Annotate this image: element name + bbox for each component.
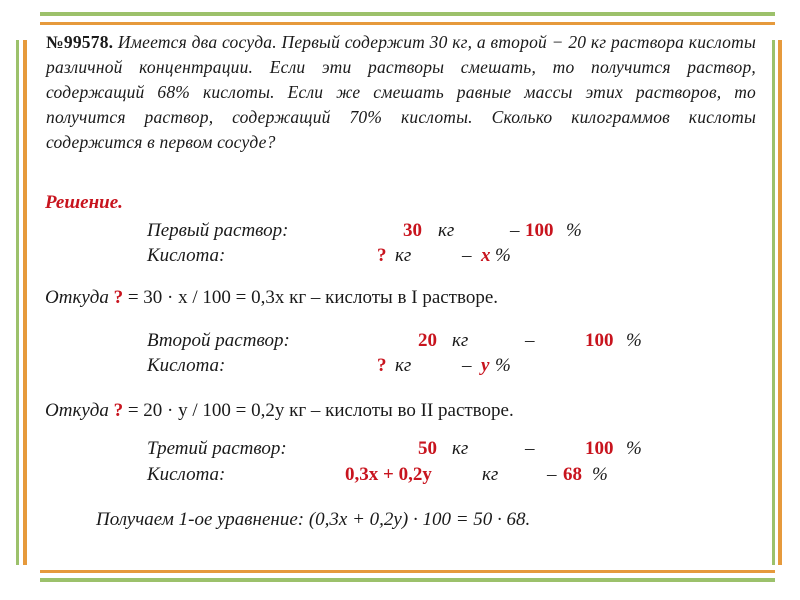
block1-row2-amount: ?	[377, 245, 387, 266]
block3-row1-dash: –	[525, 438, 535, 459]
solution-heading: Решение.	[45, 192, 123, 213]
equation-line: Получаем 1-ое уравнение: (0,3x + 0,2y) · 100 = 50 · 68.	[96, 509, 531, 530]
block2-row2-pct: y	[481, 355, 490, 376]
block1-row1-pct-sign: %	[566, 220, 582, 241]
block1-row1-dash: –	[510, 220, 520, 241]
block2-row2-label: Кислота:	[147, 355, 226, 376]
block1-row1-amount: 30	[403, 220, 422, 241]
block1-conclusion-lead: Откуда	[45, 287, 109, 308]
block2-row2-dash: –	[462, 355, 472, 376]
block2-row1-label: Второй раствор:	[147, 330, 290, 351]
block1-conclusion	[45, 287, 498, 309]
frame-bottom-green	[40, 578, 775, 582]
problem-text: Имеется два сосуда. Первый содержит 30 кг, а второй − 20 кг раствора кислоты различной концентрации. Если эти растворы смешать, то получится раствор, содержащий 68% кислоты. Если же смешать равные массы этих растворов, то получится раствор, содержащий 70% кислоты. Сколько килограммов кислоты содержится в первом сосуде?	[46, 32, 756, 152]
block2-conclusion-rest: = 20 · y / 100 = 0,2y кг – кислоты во II растворе.	[127, 400, 514, 421]
frame-right-green	[772, 40, 775, 565]
problem-statement	[46, 30, 756, 155]
block3-row1-pct: 100	[585, 438, 614, 459]
block3-row2-label: Кислота:	[147, 464, 226, 485]
block3-row2-unit: кг	[482, 464, 499, 485]
block3-row1-amount: 50	[418, 438, 437, 459]
block3-row2-amount: 0,3x + 0,2y	[345, 464, 432, 485]
block3-row2-pct-sign: %	[592, 464, 608, 485]
block2-row2-amount: ?	[377, 355, 387, 376]
frame-right-orange	[778, 40, 782, 565]
problem-number: №99578.	[46, 32, 114, 52]
block2-conclusion-q: ?	[113, 400, 124, 421]
block1-conclusion-rest: = 30 · x / 100 = 0,3x кг – кислоты в I растворе.	[127, 287, 499, 308]
block2-row1-unit: кг	[452, 330, 469, 351]
block1-row1-unit: кг	[438, 220, 455, 241]
block2-row1-amount: 20	[418, 330, 437, 351]
block1-row1-pct: 100	[525, 220, 554, 241]
block1-row2-dash: –	[462, 245, 472, 266]
block3-row1-pct-sign: %	[626, 438, 642, 459]
block2-row2-unit: кг	[395, 355, 412, 376]
frame-bottom-orange	[40, 570, 775, 573]
block2-row2-pct-sign: %	[495, 355, 511, 376]
block3-row2-dash: –	[547, 464, 557, 485]
block1-row1-label: Первый раствор:	[147, 220, 289, 241]
block1-row2-unit: кг	[395, 245, 412, 266]
block2-row1-pct-sign: %	[626, 330, 642, 351]
block3-row1-unit: кг	[452, 438, 469, 459]
frame-left-orange	[23, 40, 27, 565]
block2-row1-pct: 100	[585, 330, 614, 351]
block2-conclusion-lead: Откуда	[45, 400, 109, 421]
block1-row2-pct: x	[481, 245, 491, 266]
block1-conclusion-q: ?	[113, 287, 124, 308]
frame-top-orange	[40, 22, 775, 25]
block3-row2-pct: 68	[563, 464, 582, 485]
block2-row1-dash: –	[525, 330, 535, 351]
block2-conclusion	[45, 400, 514, 422]
block3-row1-label: Третий раствор:	[147, 438, 287, 459]
block1-row2-label: Кислота:	[147, 245, 226, 266]
block1-row2-pct-sign: %	[495, 245, 511, 266]
frame-left-green	[16, 40, 19, 565]
frame-top-green	[40, 12, 775, 16]
